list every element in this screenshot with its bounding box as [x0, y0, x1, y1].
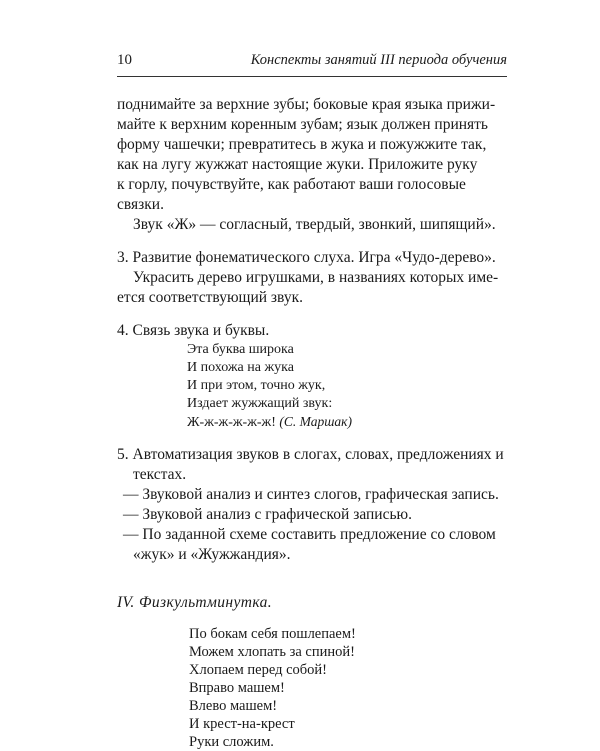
- page-body: [117, 95, 507, 751]
- poem-line: Влево машем!: [189, 698, 278, 714]
- text-line: как на лугу жужжат настоящие жуки. Приложите руку: [117, 156, 478, 173]
- text-line: поднимайте за верхние зубы; боковые края языка прижи-: [117, 96, 496, 113]
- poem-line: [187, 413, 507, 432]
- bullet-item: — Звуковой анализ и синтез слогов, графическая запись.: [123, 486, 499, 503]
- text-line: форму чашечки; превратитесь в жука и пожужжите так,: [117, 136, 487, 153]
- exercise-poem: [189, 625, 507, 751]
- poem-last-line: Ж-ж-ж-ж-ж-ж!: [187, 415, 276, 430]
- bullet-item: — По заданной схеме составить предложение со словом «жук» и «Жужжандия».: [123, 526, 496, 563]
- item-5-title: 5. Автоматизация звуков в слогах, словах, предложениях и текстах.: [117, 446, 504, 483]
- text-line: ется соответствующий звук.: [117, 289, 303, 306]
- poem-line: По бокам себя пошлепаем!: [189, 626, 356, 642]
- text-line: к горлу, почувствуйте, как работают ваши голосовые: [117, 176, 466, 193]
- poem-line: Руки сложим.: [189, 734, 274, 750]
- poem-line: Издает жужжащий звук:: [187, 396, 333, 411]
- poem-line: И крест-на-крест: [189, 716, 295, 732]
- poem-line: Хлопаем перед собой!: [189, 662, 327, 678]
- poem-line: Вправо машем!: [189, 680, 285, 696]
- page-header: [117, 52, 507, 72]
- running-title: Конспекты занятий III периода обучения: [250, 52, 507, 68]
- intro-paragraph: [117, 95, 507, 215]
- text-line: Украсить дерево игрушками, в названиях которых име-: [133, 269, 499, 286]
- text-line: связки.: [117, 196, 164, 213]
- poem-citation: (С. Маршак): [279, 414, 352, 429]
- header-rule: [117, 76, 507, 77]
- poem-line: Эта буква широка: [187, 342, 294, 357]
- bullet-item: — Звуковой анализ с графической записью.: [123, 506, 412, 523]
- item-3-title: 3. Развитие фонематического слуха. Игра «Чудо-дерево».: [117, 249, 496, 266]
- text-line: майте к верхним коренным зубам; язык должен принять: [117, 116, 489, 133]
- poem-line: И при этом, точно жук,: [187, 378, 326, 393]
- marshak-poem: [187, 341, 507, 432]
- poem-line: Можем хлопать за спиной!: [189, 644, 355, 660]
- sound-description: Звук «Ж» — согласный, твердый, звонкий, шипящий».: [133, 216, 496, 233]
- section-4-title: IV. Физкультминутка.: [117, 594, 273, 611]
- item-4-title: 4. Связь звука и буквы.: [117, 322, 270, 339]
- page-number: 10: [117, 52, 132, 68]
- poem-line: И похожа на жука: [187, 360, 294, 375]
